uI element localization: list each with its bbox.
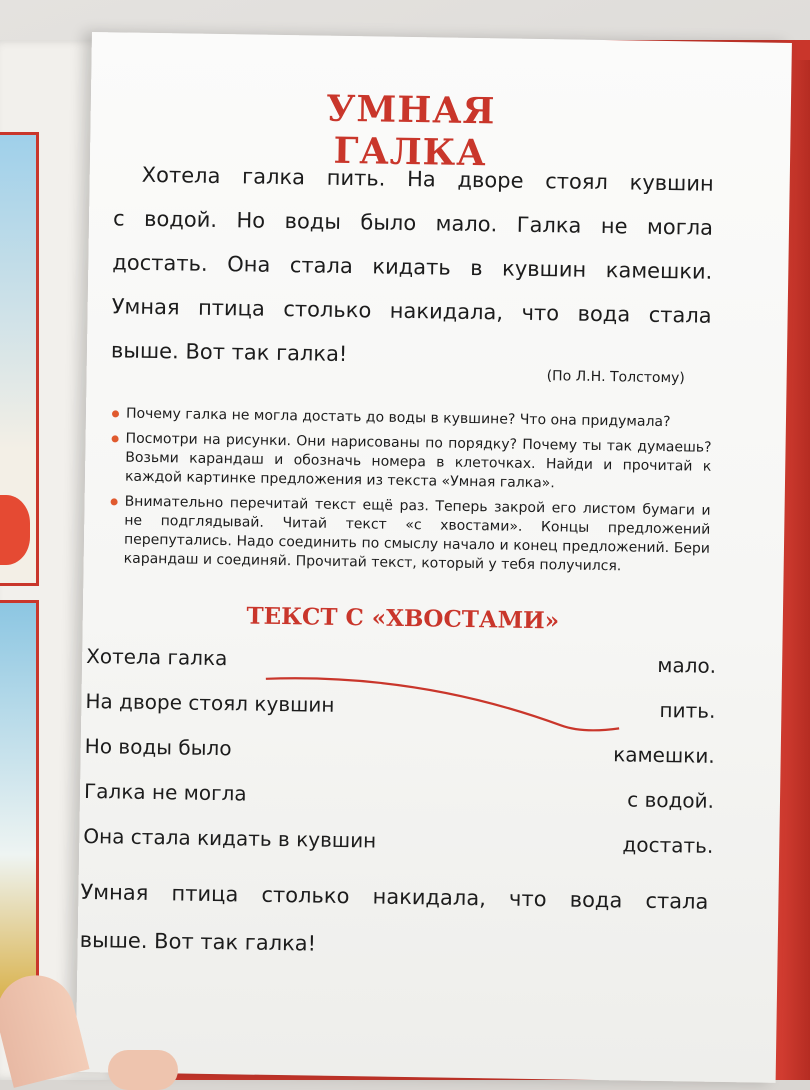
question-item (110, 492, 711, 577)
page-title: УМНАЯ ГАЛКА (325, 87, 496, 175)
story-line: Хотела галка пить. На дворе стоял кувшин (141, 162, 714, 196)
tail-line: Умная птица столько накидала, что вода стала (80, 879, 709, 914)
question-item (111, 429, 712, 495)
sentence-end: мало. (657, 652, 717, 678)
bullet-icon (112, 435, 119, 442)
illustration-top (0, 132, 39, 586)
illustration-sky (0, 603, 36, 1023)
exercise-tail-text (79, 868, 708, 974)
story-line: достать. Она стала кидать в кувшин камешки. (112, 250, 713, 284)
sentence-start: Но воды было (84, 733, 232, 761)
sentence-start: На дворе стоял кувшин (85, 688, 335, 717)
question-text: Внимательно перечитай текст ещё раз. Теперь закрой его листом бумаги и не подглядывай. Читай текст «с хвостами». Концы предложений перепутались. Надо соединить по смыслу начало и конец предложений. Бери карандаш и соединяй. Прочитай текст, который у тебя получился. (123, 493, 711, 575)
story-text (111, 152, 714, 381)
sentence-start: Хотела галка (86, 643, 228, 671)
bullet-icon (111, 498, 118, 505)
story-source: (По Л.Н. Толстому) (546, 368, 685, 387)
sentence-start: Галка не могла (83, 778, 247, 806)
story-line: выше. Вот так галка! (110, 338, 348, 367)
sentence-start: Она стала кидать в кувшин (83, 823, 377, 853)
sentence-end: камешки. (613, 742, 715, 768)
story-line: Умная птица столько накидала, что вода стала (111, 294, 712, 328)
sentence-end: пить. (659, 697, 716, 723)
sentence-end: с водой. (627, 787, 715, 813)
bullet-icon (112, 410, 119, 417)
question-text: Посмотри на рисунки. Они нарисованы по порядку? Почему ты так думаешь? Возьми карандаш и обозначь номера в клеточках. Найди и прочитай к каждой картинке предложения из текста «Умная галка». (124, 430, 712, 492)
question-text: Почему галка не могла достать до воды в кувшине? Что она придумала? (125, 405, 671, 431)
illustration-bottom (0, 600, 39, 1026)
exercise-title: ТЕКСТ С «ХВОСТАМИ» (246, 602, 560, 635)
right-page (76, 32, 792, 1083)
tail-line: выше. Вот так галка! (79, 927, 317, 956)
finger (108, 1050, 178, 1090)
questions-list (109, 404, 712, 583)
question-item (112, 404, 712, 432)
sentence-pairs (83, 644, 716, 879)
story-line: с водой. Но воды было мало. Галка не могла (112, 206, 714, 240)
sentence-end: достать. (622, 832, 714, 858)
